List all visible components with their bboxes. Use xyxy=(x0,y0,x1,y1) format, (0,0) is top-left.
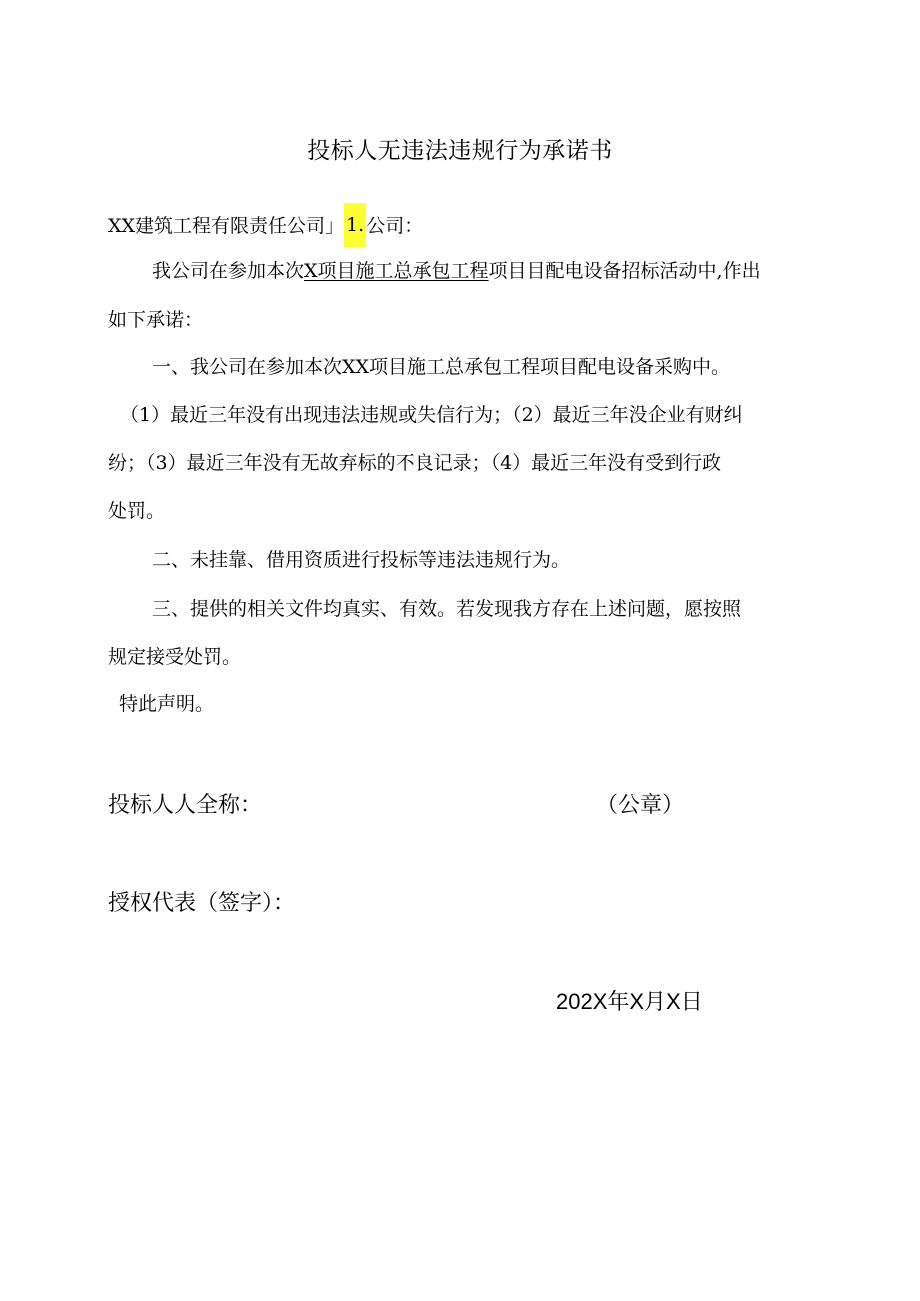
signature-date: 202X年X月X日 xyxy=(556,989,703,1014)
item-1: 一、我公司在参加本次XX项目施工总承包工程项目配电设备采购中。 xyxy=(152,356,731,378)
bidder-name-label: 投标人人全称： xyxy=(108,793,263,818)
declaration: 特此声明。 xyxy=(119,693,215,715)
intro-line-1 xyxy=(152,256,761,283)
intro-line-2: 如下承诺： xyxy=(108,309,204,331)
recipient-prefix: XX建筑工程有限责任公司」 xyxy=(108,215,345,237)
item-3-line-1: 三、提供的相关文件均真实、有效。若发现我方存在上述问题，愿按照 xyxy=(152,598,742,620)
recipient-highlight: 1. xyxy=(344,203,366,247)
recipient-suffix: 公司： xyxy=(366,215,424,237)
recipient-line xyxy=(108,205,423,249)
item-3-line-2: 规定接受处罚。 xyxy=(108,646,242,668)
intro-after: 项目目配电设备招标活动中,作出 xyxy=(488,260,761,282)
item-1-detail-line-3: 处罚。 xyxy=(108,500,166,522)
document-title: 投标人无违法违规行为承诺书 xyxy=(307,138,613,164)
intro-before: 我公司在参加本次 xyxy=(152,260,305,282)
item-1-detail-line-2: 纷；（3）最近三年没有无故弃标的不良记录；（4）最近三年没有受到行政 xyxy=(108,452,722,474)
item-2: 二、未挂靠、借用资质进行投标等违法违规行为。 xyxy=(152,549,571,571)
seal-label: （公章） xyxy=(596,793,685,818)
intro-underlined: X项目施工总承包工程 xyxy=(304,260,489,282)
item-1-detail-line-1: （1）最近三年没有出现违法违规或失信行为；（2）最近三年没企业有财纠 xyxy=(120,404,743,426)
authorized-rep-label: 授权代表（签字）： xyxy=(108,891,296,916)
